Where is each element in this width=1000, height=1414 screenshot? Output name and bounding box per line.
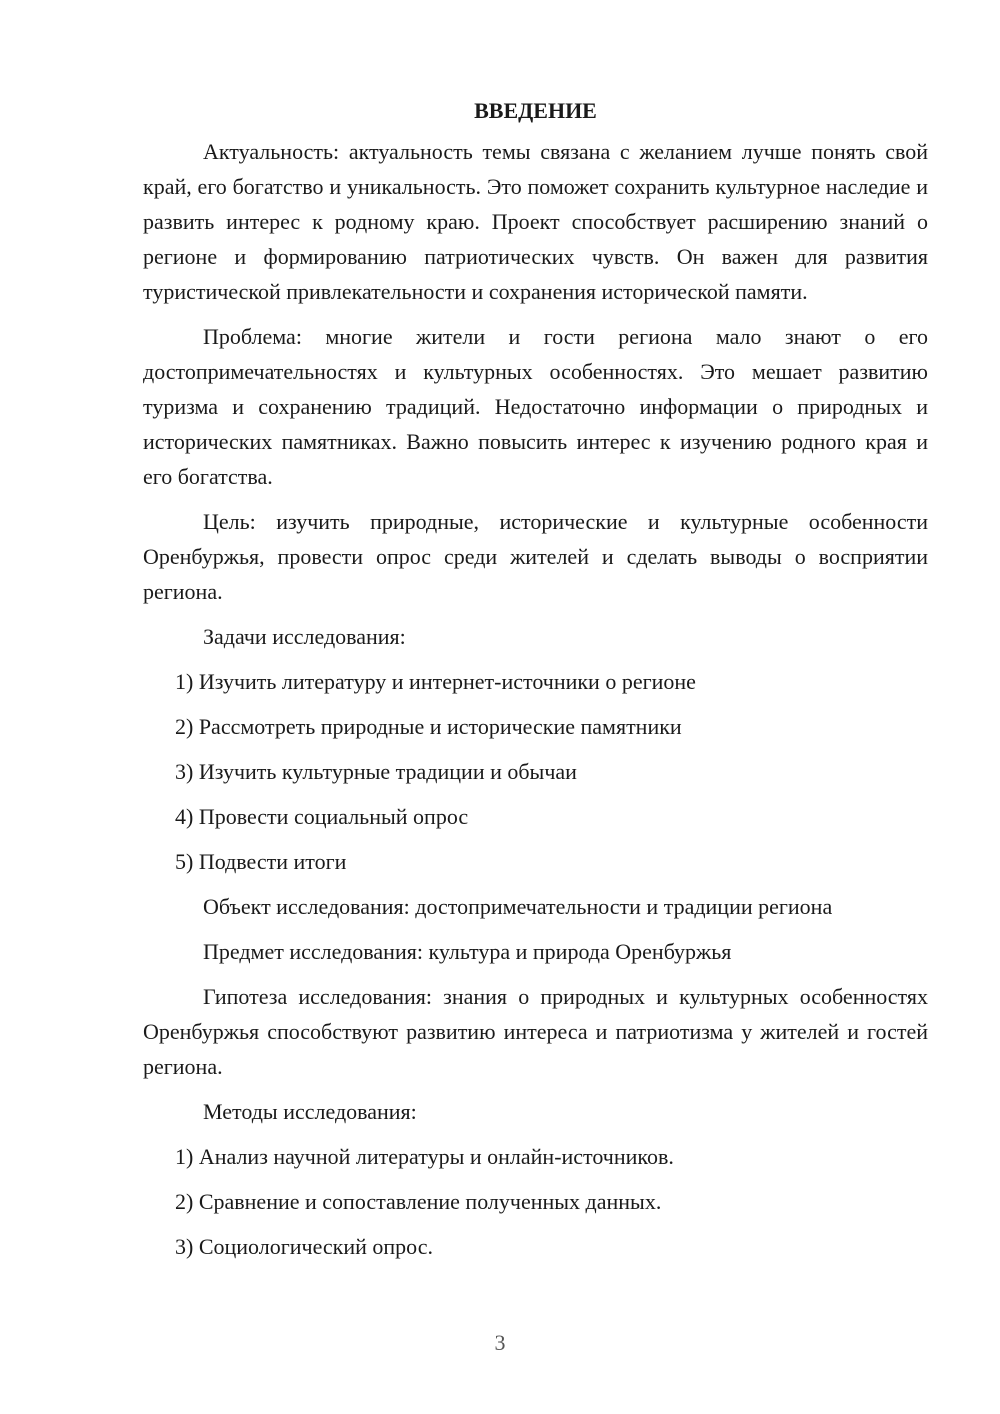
task-item: 1) Изучить литературу и интернет-источники о регионе bbox=[175, 669, 696, 694]
spacer bbox=[143, 609, 928, 619]
method-item: 3) Социологический опрос. bbox=[175, 1234, 433, 1259]
relevance-paragraph: Актуальность: актуальность темы связана с желанием лучше понять свой край, его богатство и уникальность. Это поможет сохранить культурное наследие и развить интерес к родному краю. Проект способствует расширению знаний о регионе и формированию патриотических чувств. Он важен для развития туристической привлекательности и сохранения исторической памяти. bbox=[143, 139, 928, 304]
spacer bbox=[143, 1219, 928, 1229]
goal-paragraph: Цель: изучить природные, исторические и культурные особенности Оренбуржья, провести опрос среди жителей и сделать выводы о восприятии региона. bbox=[143, 509, 928, 604]
method-item: 2) Сравнение и сопоставление полученных данных. bbox=[175, 1189, 662, 1214]
task-item: 2) Рассмотреть природные и исторические памятники bbox=[175, 714, 682, 739]
spacer bbox=[143, 744, 928, 754]
spacer bbox=[143, 969, 928, 979]
problem-paragraph: Проблема: многие жители и гости региона мало знают о его достопримечательностях и культурных особенностях. Это мешает развитию туризма и сохранению традиций. Недостаточно информации о природных и исторических памятниках. Важно повысить интерес к изучению родного края и его богатства. bbox=[143, 324, 928, 489]
task-item: 5) Подвести итоги bbox=[175, 849, 347, 874]
spacer bbox=[143, 924, 928, 934]
object-line: Объект исследования: достопримечательности и традиции региона bbox=[203, 894, 833, 919]
method-item: 1) Анализ научной литературы и онлайн-источников. bbox=[175, 1144, 674, 1169]
spacer bbox=[143, 699, 928, 709]
tasks-heading: Задачи исследования: bbox=[203, 624, 406, 649]
spacer bbox=[143, 834, 928, 844]
subject-line: Предмет исследования: культура и природа Оренбуржья bbox=[203, 939, 732, 964]
spacer bbox=[143, 1129, 928, 1139]
task-item: 4) Провести социальный опрос bbox=[175, 804, 469, 829]
spacer bbox=[143, 1084, 928, 1094]
page-title: ВВЕДЕНИЕ bbox=[474, 98, 597, 123]
document-page bbox=[143, 93, 928, 1264]
spacer bbox=[143, 654, 928, 664]
hypothesis-paragraph: Гипотеза исследования: знания о природных и культурных особенностях Оренбуржья способствуют развитию интереса и патриотизма у жителей и гостей региона. bbox=[143, 984, 928, 1079]
methods-heading: Методы исследования: bbox=[203, 1099, 417, 1124]
spacer bbox=[143, 494, 928, 504]
spacer bbox=[143, 879, 928, 889]
spacer bbox=[143, 1174, 928, 1184]
spacer bbox=[143, 309, 928, 319]
spacer bbox=[143, 789, 928, 799]
task-item: 3) Изучить культурные традиции и обычаи bbox=[175, 759, 577, 784]
page-number: 3 bbox=[494, 1330, 506, 1355]
